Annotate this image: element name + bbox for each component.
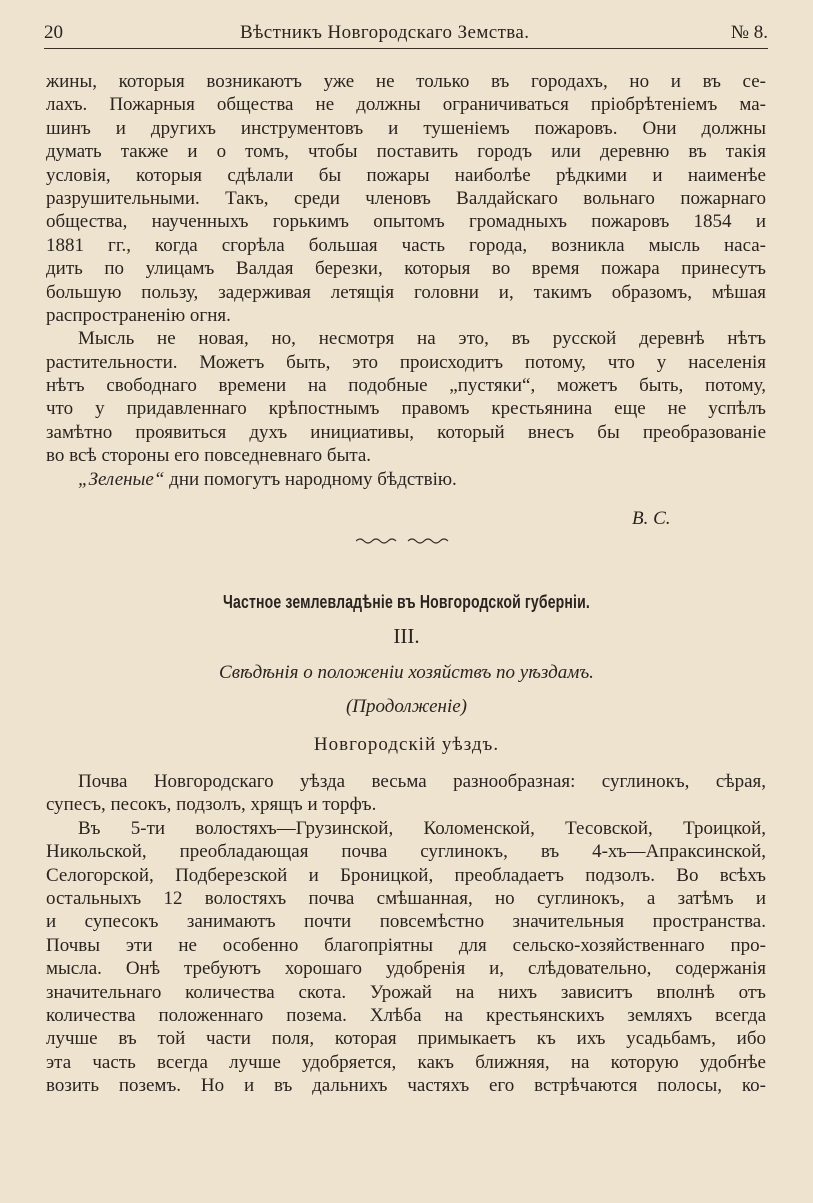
article-2-text <box>46 770 766 1097</box>
article-2-subtitle: Свѣдѣнія о положеніи хозяйствъ по уѣздамъ. <box>219 662 594 683</box>
issue-number: № 8. <box>730 22 768 43</box>
italic-quote: „Зеленые“ <box>78 468 165 490</box>
text-line: лучше въ той части поля, которая примыкаетъ къ ихъ усадьбамъ, ибо <box>46 1028 766 1050</box>
text-line: нѣтъ свободнаго времени на подобные „пустяки“, можетъ быть, потому, <box>46 375 766 397</box>
text-line: остальныхъ 12 волостяхъ почва смѣшанная, но суглинокъ, а затѣмъ и <box>46 887 766 909</box>
text-line: шинъ и другихъ инструментовъ и тушеніемъ пожаровъ. Они должны <box>46 117 766 139</box>
text-line: мысла. Онѣ требуютъ хорошаго удобренія и, слѣдовательно, содержанія <box>46 958 766 980</box>
text-line: замѣтно проявиться духъ инициативы, который внесъ бы преобразованіе <box>46 421 766 443</box>
text-line: распространенію огня. <box>46 304 231 326</box>
page-number: 20 <box>44 22 63 43</box>
text-line: эта часть всегда лучше удобряется, какъ ближняя, на которую удобнѣе <box>46 1051 766 1073</box>
ornament-divider <box>356 536 452 546</box>
article-2-title: Частное землевладѣніе въ Новгородской губерніи. <box>223 592 590 612</box>
text-line: растительности. Можетъ быть, это происходитъ потому, что у населенія <box>46 351 766 373</box>
text-line: Селогорской, Подберезской и Броницкой, преобладаетъ подзолъ. Во всѣхъ <box>46 864 766 886</box>
text-line: жины, которыя возникаютъ уже не только въ городахъ, но и въ се- <box>46 71 766 92</box>
text-line: 1881 гг., когда сгорѣла большая часть города, возникла мысль наса- <box>46 234 766 256</box>
text-line: лахъ. Пожарныя общества не должны ограничиваться пріобрѣтеніемъ ма- <box>46 94 766 116</box>
journal-title: Вѣстникъ Новгородскаго Земства. <box>240 22 530 43</box>
text-line: дить по улицамъ Валдая березки, которыя во время пожара принесутъ <box>46 258 766 280</box>
text-line: Мысль не новая, но, несмотря на это, въ русской деревнѣ нѣтъ <box>78 328 766 350</box>
text-line: что у придавленнаго крѣпостнымъ правомъ крестьянина еще не успѣлъ <box>46 398 766 420</box>
page-header <box>44 22 768 50</box>
text-line: общества, наученныхъ горькимъ опытомъ громадныхъ пожаровъ 1854 и <box>46 211 766 233</box>
text-line: возить поземъ. Но и въ дальнихъ частяхъ его встрѣчаются полосы, ко- <box>46 1075 766 1097</box>
text-line-rest: дни помогутъ народному бѣдствію. <box>169 468 457 490</box>
text-line: Никольской, преобладающая почва суглинокъ, въ 4-хъ—Апраксинской, <box>46 841 766 863</box>
signature: В. С. <box>632 508 671 529</box>
text-line: супесъ, песокъ, подзолъ, хрящъ и торфъ. <box>46 794 377 816</box>
text-line: во всѣ стороны его повседневнаго быта. <box>46 445 372 467</box>
text-line: количества положеннаго позема. Хлѣба на крестьянскихъ земляхъ всегда <box>46 1004 766 1026</box>
text-line <box>46 468 766 491</box>
text-line: думать также и о томъ, чтобы поставить городъ или деревню въ такія <box>46 141 766 163</box>
header-rule <box>44 48 768 49</box>
text-line: разрушительными. Такъ, среди членовъ Валдайскаго вольнаго пожарнаго <box>46 187 766 209</box>
text-line: Почвы эти не особенно благопріятны для сельско-хозяйственнаго про- <box>46 934 766 956</box>
text-line: условія, которыя сдѣлали бы пожары наиболѣе рѣдкими и наименѣе <box>46 164 766 186</box>
text-line: большую пользу, задерживая летящія головни и, такимъ образомъ, мѣшая <box>46 281 766 303</box>
section-heading: Новгородскій уѣздъ. <box>313 734 500 755</box>
text-line: Почва Новгородскаго уѣзда весьма разнообразная: суглинокъ, сѣрая, <box>78 771 766 792</box>
article-1-text <box>46 70 766 491</box>
text-line: и супесокъ занимаютъ почти повсемѣстно значительныя пространства. <box>46 911 766 933</box>
text-line: значительнаго количества скота. Урожай на нихъ зависитъ вполнѣ отъ <box>46 981 766 1003</box>
part-number: III. <box>393 624 420 648</box>
text-line: Въ 5-ти волостяхъ—Грузинской, Коломенской, Тесовской, Троицкой, <box>78 817 766 839</box>
continuation-note: (Продолженіе) <box>345 696 468 717</box>
